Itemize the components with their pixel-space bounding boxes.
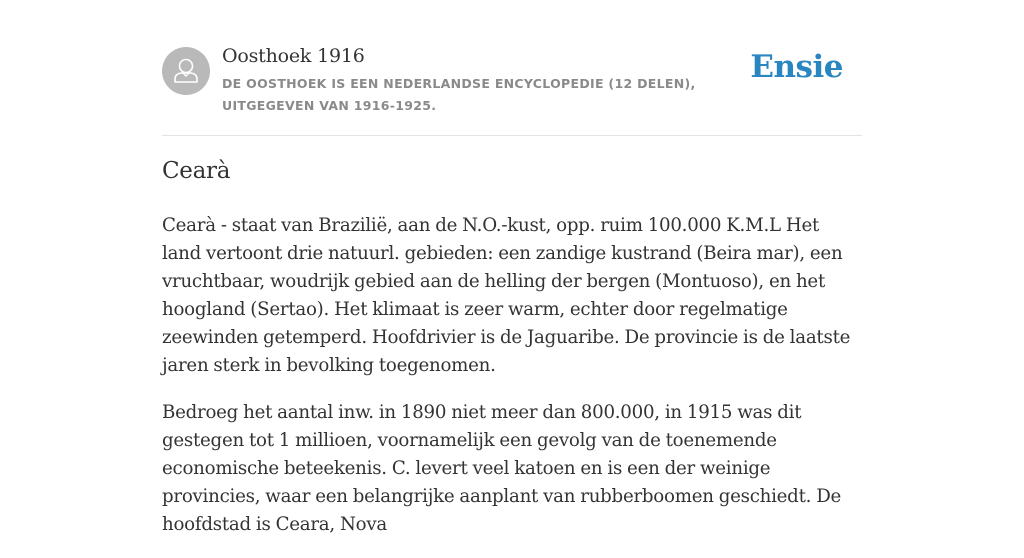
source-description: DE OOSTHOEK IS EEN NEDERLANDSE ENCYCLOPEDIE (12 DELEN), UITGEGEVEN VAN 1916-1925. (222, 76, 696, 113)
user-icon (162, 47, 210, 95)
avatar[interactable] (162, 47, 210, 95)
content-column (162, 0, 862, 535)
article-title: Cearà (162, 158, 231, 184)
source-title[interactable]: Oosthoek 1916 (222, 45, 365, 67)
article-paragraph: Cearà - staat van Brazilië, aan de N.O.-kust, opp. ruim 100.000 K.M.L Het land vertoont drie natuurl. gebieden: een zandige kustrand (Beira mar), een vruchtbaar, woudrijk gebied aan de helling der bergen (Montuoso), en het hoogland (Sertao). Het klimaat is zeer warm, echter door regelmatige zeewinden getemperd. Hoofdrivier is de Jaguaribe. De provincie is de laatste jaren sterk in bevolking toegenomen. (162, 215, 851, 376)
source-header (162, 0, 862, 136)
brand-logo[interactable]: Ensie (750, 49, 843, 85)
article-paragraph: Bedroeg het aantal inw. in 1890 niet meer dan 800.000, in 1915 was dit gestegen tot 1 millioen, voornamelijk een gevolg van de toenemende economische beteekenis. C. levert veel katoen en is een der weinige provincies, waar een belangrijke aanplant van rubberboomen geschiedt. De hoofdstad is Ceara, Nova (162, 402, 842, 535)
article-body (162, 212, 862, 558)
